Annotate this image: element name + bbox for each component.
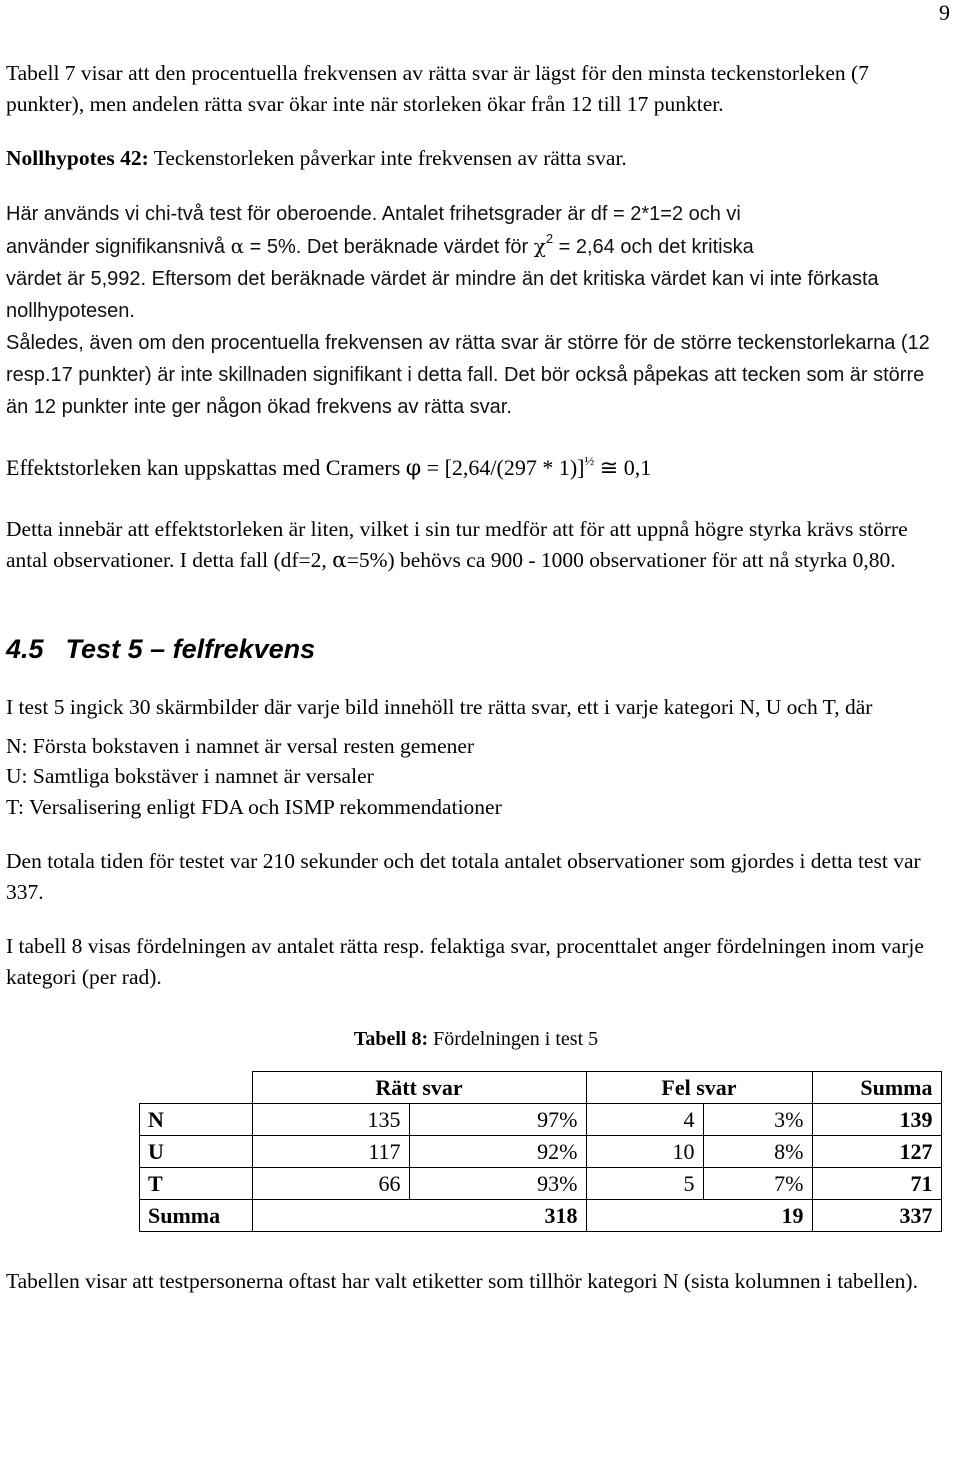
cell-sum: 71 — [812, 1167, 941, 1199]
cell-correct-pct: 93% — [409, 1167, 586, 1199]
effect-exponent: ½ — [584, 452, 595, 468]
null-hypothesis — [6, 143, 946, 174]
header-blank — [140, 1071, 253, 1103]
category-u: U: Samtliga bokstäver i namnet är versaler — [6, 764, 374, 788]
alpha-symbol-2: α — [332, 547, 347, 573]
category-n: N: Första bokstaven i namnet är versal resten gemener — [6, 733, 475, 758]
table-caption — [6, 1024, 946, 1055]
row-label: U — [140, 1135, 253, 1167]
chi-line4: Således, även om den procentuella frekvensen av rätta svar är större för de större teckenstorlekarna (12 resp.17 punkter) är inte skillnaden signifikant i detta fall. Det bör också påpekas att tecken som är större än 12 punkter inte ger någon ökad frekvens av rätta svar. — [6, 331, 930, 418]
cell-sum: 127 — [812, 1135, 941, 1167]
cell-correct: 135 — [252, 1103, 409, 1135]
table-row — [140, 1103, 942, 1135]
chi-square-section — [6, 198, 946, 423]
row-label: N — [140, 1103, 253, 1135]
total-sum: 337 — [812, 1199, 941, 1231]
chi-line2-a: använder signifikansnivå — [6, 235, 231, 258]
hypothesis-text: Teckenstorleken påverkar inte frekvensen av rätta svar. — [148, 146, 627, 170]
power-part2: =5%) behövs ca 900 - 1000 observationer för att nå styrka 0,80. — [346, 547, 896, 572]
document-body — [6, 58, 946, 1296]
total-wrong: 19 — [586, 1199, 812, 1231]
effect-prefix: Effektstorleken kan uppskattas med Cramers — [6, 454, 406, 480]
cell-wrong-pct: 8% — [703, 1135, 812, 1167]
total-label: Summa — [140, 1199, 253, 1231]
category-t: T: Versalisering enligt FDA och ISMP rekommendationer — [6, 794, 502, 819]
cell-wrong: 10 — [586, 1135, 703, 1167]
alpha-symbol: α — [230, 233, 245, 258]
distribution-table — [139, 1071, 942, 1232]
effect-result: 0,1 — [623, 454, 652, 480]
cell-correct-pct: 92% — [409, 1135, 586, 1167]
cell-wrong: 5 — [586, 1167, 703, 1199]
chi-symbol: χ — [533, 233, 546, 258]
table-caption-text: Fördelningen i test 5 — [428, 1028, 599, 1050]
conclusion-paragraph: Tabellen visar att testpersonerna oftast har valt etiketter som tillhör kategori N (sista kolumnen i tabellen). — [6, 1268, 918, 1293]
chi-superscript: 2 — [545, 230, 554, 246]
section-number: 4.5 — [6, 634, 44, 664]
header-sum: Summa — [812, 1071, 941, 1103]
chi-line3: värdet är 5,992. Eftersom det beräknade värdet är mindre än det kritiska värdet kan vi inte förkasta nollhypotesen. — [6, 267, 879, 322]
effect-expression: = [2,64/(297 * 1)] — [421, 454, 585, 480]
cell-correct: 66 — [252, 1167, 409, 1199]
cell-sum: 139 — [812, 1103, 941, 1135]
cell-correct: 117 — [252, 1135, 409, 1167]
power-paragraph — [6, 514, 946, 576]
table-caption-label: Tabell 8: — [353, 1028, 429, 1050]
power-part1: Detta innebär att effektstorleken är liten, vilket i sin tur medför att för att uppnå högre styrka krävs större antal observationer. I detta fall (df=2, — [6, 517, 908, 572]
time-paragraph: Den totala tiden för testet var 210 sekunder och det totala antalet observationer som gjordes i detta test var 337. — [6, 849, 921, 904]
total-correct: 318 — [252, 1199, 586, 1231]
cell-wrong: 4 — [586, 1103, 703, 1135]
header-wrong: Fel svar — [586, 1071, 812, 1103]
page-number: 9 — [939, 0, 950, 25]
section-title: Test 5 – felfrekvens — [65, 634, 316, 664]
chi-line2-c: = 2,64 och det kritiska — [553, 235, 754, 258]
approx-symbol: ≅ — [594, 454, 624, 480]
table-row — [140, 1167, 942, 1199]
table-header-row — [140, 1071, 942, 1103]
cell-correct-pct: 97% — [409, 1103, 586, 1135]
cell-wrong-pct: 7% — [703, 1167, 812, 1199]
paragraph-table7-summary: Tabell 7 visar att den procentuella frekvensen av rätta svar är lägst för den minsta teckenstorleken (7 punkter), men andelen rätta svar ökar inte när storleken ökar från 12 till 17 punkter. — [6, 61, 869, 116]
chi-line2-b: = 5%. Det beräknade värdet för — [244, 235, 534, 258]
section-heading — [6, 632, 946, 666]
chi-line1: Här används vi chi-två test för oberoende. Antalet frihetsgrader är df = 2*1=2 och vi — [6, 202, 741, 225]
table-row — [140, 1135, 942, 1167]
chi-line2 — [6, 230, 946, 263]
phi-symbol: φ — [405, 455, 422, 481]
cell-wrong-pct: 3% — [703, 1103, 812, 1135]
test5-intro: I test 5 ingick 30 skärmbilder där varje bild innehöll tre rätta svar, ett i varje kategori N, U och T, där — [6, 695, 873, 719]
header-correct: Rätt svar — [252, 1071, 586, 1103]
table-total-row — [140, 1199, 942, 1231]
row-label: T — [140, 1167, 253, 1199]
hypothesis-label: Nollhypotes 42: — [6, 146, 149, 170]
table-intro: I tabell 8 visas fördelningen av antalet rätta resp. felaktiga svar, procenttalet anger fördelningen inom varje kategori (per rad). — [6, 934, 924, 989]
effect-size-formula — [6, 453, 946, 485]
